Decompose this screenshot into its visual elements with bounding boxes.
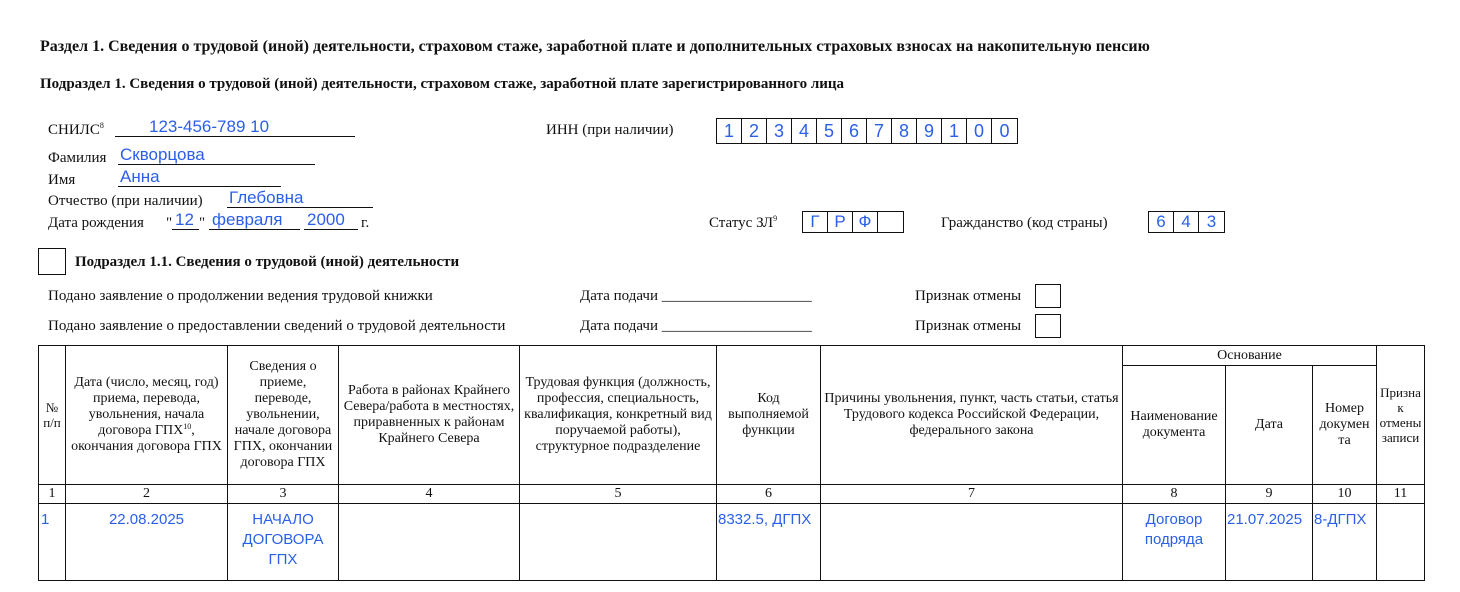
row-reason-cell[interactable] xyxy=(821,504,1123,581)
patronymic-label: Отчество (при наличии) xyxy=(48,193,203,209)
inn-cells[interactable] xyxy=(716,118,1018,144)
status-cell[interactable] xyxy=(878,212,903,232)
status-label: Статус $ЗЛ^9$ xyxy=(709,214,778,231)
birth-year-value: 2000 xyxy=(307,210,345,229)
inn-digit-cell[interactable]: 2 xyxy=(742,119,767,143)
application-continue-date[interactable] xyxy=(580,288,812,305)
status-cell[interactable]: Ф xyxy=(853,212,878,232)
application-info-date[interactable] xyxy=(580,318,812,335)
inn-label: ИНН (при наличии) xyxy=(546,122,674,138)
inn-digit-cell[interactable]: 1 xyxy=(717,119,742,143)
snils-label: СНИЛС$^8$ xyxy=(48,121,104,138)
inn-digit-cell[interactable]: 8 xyxy=(892,119,917,143)
row-doc-name-cell[interactable]: Договор подряда xyxy=(1123,504,1226,581)
column-number: 2 xyxy=(66,485,228,504)
row-doc-number-cell[interactable]: 8-ДГПХ xyxy=(1313,504,1377,581)
column-number: 10 xyxy=(1313,485,1377,504)
inn-digit-cell[interactable]: 1 xyxy=(942,119,967,143)
birth-year-suffix: г. xyxy=(361,215,370,231)
cancel-label: Признак отмены xyxy=(915,318,1022,334)
row-code-cell[interactable]: 8332.5, ДГПХ xyxy=(717,504,821,581)
citizenship-cell[interactable]: 3 xyxy=(1206,212,1217,231)
header-code: Код выполняемой функции xyxy=(717,346,821,485)
row-doc-date-cell[interactable]: 21.07.2025 xyxy=(1226,504,1313,581)
birth-day-value: 12 xyxy=(175,210,194,229)
status-footnote: 9 xyxy=(773,214,778,223)
name-field[interactable] xyxy=(118,168,281,187)
row-function-cell[interactable] xyxy=(520,504,717,581)
inn-digit-cell[interactable]: 9 xyxy=(917,119,942,143)
header-function: Трудовая функция (должность, профессия, специальность, квалификация, конкретный вид поручаемой работы), структурное подразделение xyxy=(520,346,717,485)
citizenship-label: Гражданство (код страны) xyxy=(941,215,1108,231)
column-number: 8 xyxy=(1123,485,1226,504)
header-cancel: Призна к отмены записи xyxy=(1377,346,1425,485)
application-info-text: Подано заявление о предоставлении сведений о трудовой деятельности xyxy=(48,318,506,334)
table-row xyxy=(39,504,1425,581)
column-number: 9 xyxy=(1226,485,1313,504)
column-number: 5 xyxy=(520,485,717,504)
subsection11-checkbox[interactable] xyxy=(38,248,66,275)
date-blank: ____________________ xyxy=(661,288,812,304)
citizenship-cell[interactable]: 4 xyxy=(1174,212,1199,232)
patronymic-value: Глебовна xyxy=(229,188,304,207)
inn-digit-cell[interactable]: 4 xyxy=(792,119,817,143)
column-number: 7 xyxy=(821,485,1123,504)
header-doc-date: Дата xyxy=(1226,366,1313,485)
application-continue-text: Подано заявление о продолжении ведения трудовой книжки xyxy=(48,288,433,304)
birth-label: Дата рождения xyxy=(48,215,144,231)
row-date-cell[interactable]: 22.08.2025 xyxy=(66,504,228,581)
row-event-cell[interactable]: НАЧАЛО ДОГОВОРА ГПХ xyxy=(228,504,339,581)
birth-month-value: февраля xyxy=(212,210,283,229)
row-north-cell[interactable] xyxy=(339,504,520,581)
header-num: № п/п xyxy=(39,346,66,485)
patronymic-field[interactable] xyxy=(227,189,373,208)
birth-month-field[interactable] xyxy=(209,211,300,230)
birth-quote-open: " xyxy=(166,215,173,231)
snils-footnote: 8 xyxy=(99,121,104,130)
application-info-cancel-checkbox[interactable] xyxy=(1035,314,1061,338)
column-number: 6 xyxy=(717,485,821,504)
row-cancel-cell[interactable] xyxy=(1377,504,1425,581)
header-doc-number: Номер докумен та xyxy=(1313,366,1377,485)
employment-table xyxy=(38,345,1425,581)
column-number: 1 xyxy=(39,485,66,504)
date-blank: ____________________ xyxy=(661,318,812,334)
cancel-label: Признак отмены xyxy=(915,288,1022,304)
snils-value: 123-456-789 10 xyxy=(149,117,270,136)
surname-value: Скворцова xyxy=(120,145,205,164)
inn-digit-cell[interactable]: 0 xyxy=(999,120,1010,141)
status-cells[interactable] xyxy=(802,211,904,233)
inn-digit-cell[interactable]: 0 xyxy=(967,119,992,143)
status-cell[interactable]: Р xyxy=(828,212,853,232)
name-value: Анна xyxy=(120,167,160,186)
birth-quote-close: " xyxy=(199,215,206,231)
date-label: Дата подачи xyxy=(580,318,659,334)
surname-label: Фамилия xyxy=(48,150,107,166)
application-continue-cancel-checkbox[interactable] xyxy=(1035,284,1061,308)
inn-digit-cell[interactable]: 5 xyxy=(817,119,842,143)
surname-field[interactable] xyxy=(118,146,315,165)
section-title: Раздел 1. Сведения о трудовой (иной) деятельности, страховом стаже, заработной плате и дополнительных страховых взносах на накопительную пенсию xyxy=(40,38,1150,55)
column-number: 3 xyxy=(228,485,339,504)
inn-digit-cell[interactable]: 6 xyxy=(842,119,867,143)
header-date: Дата (число, месяц, год) приема, перевода, увольнения, начала договора ГПХ$^{10}$, окончания договора ГПХ xyxy=(66,346,228,485)
status-cell[interactable]: Г xyxy=(803,212,828,232)
row-num-cell[interactable]: 1 xyxy=(39,504,66,581)
header-doc-name: Наименование документа xyxy=(1123,366,1226,485)
header-event: Сведения о приеме, переводе, увольнении, начале договора ГПХ, окончании договора ГПХ xyxy=(228,346,339,485)
date-label: Дата подачи xyxy=(580,288,659,304)
birth-year-field[interactable] xyxy=(304,211,358,230)
inn-digit-cell[interactable]: 3 xyxy=(767,119,792,143)
column-number: 4 xyxy=(339,485,520,504)
column-number: 11 xyxy=(1377,485,1425,504)
subsection-title: Подраздел 1. Сведения о трудовой (иной) деятельности, страховом стаже, заработной плате зарегистрированного лица xyxy=(40,76,845,92)
header-reason: Причины увольнения, пункт, часть статьи, статья Трудового кодекса Российской Федерации, федерального закона xyxy=(821,346,1123,485)
header-basis: Основание xyxy=(1123,346,1377,366)
inn-digit-cell[interactable]: 7 xyxy=(867,119,892,143)
subsection11-title: Подраздел 1.1. Сведения о трудовой (иной) деятельности xyxy=(75,254,460,270)
birth-day-field[interactable] xyxy=(172,211,199,230)
header-north: Работа в районах Крайнего Севера/работа в местностях, приравненных к районам Крайнего Севера xyxy=(339,346,520,485)
name-label: Имя xyxy=(48,172,76,188)
citizenship-cells[interactable] xyxy=(1148,211,1225,233)
citizenship-cell[interactable]: 6 xyxy=(1149,212,1174,232)
column-numbers-row xyxy=(39,485,1425,504)
snils-field[interactable] xyxy=(115,118,355,137)
